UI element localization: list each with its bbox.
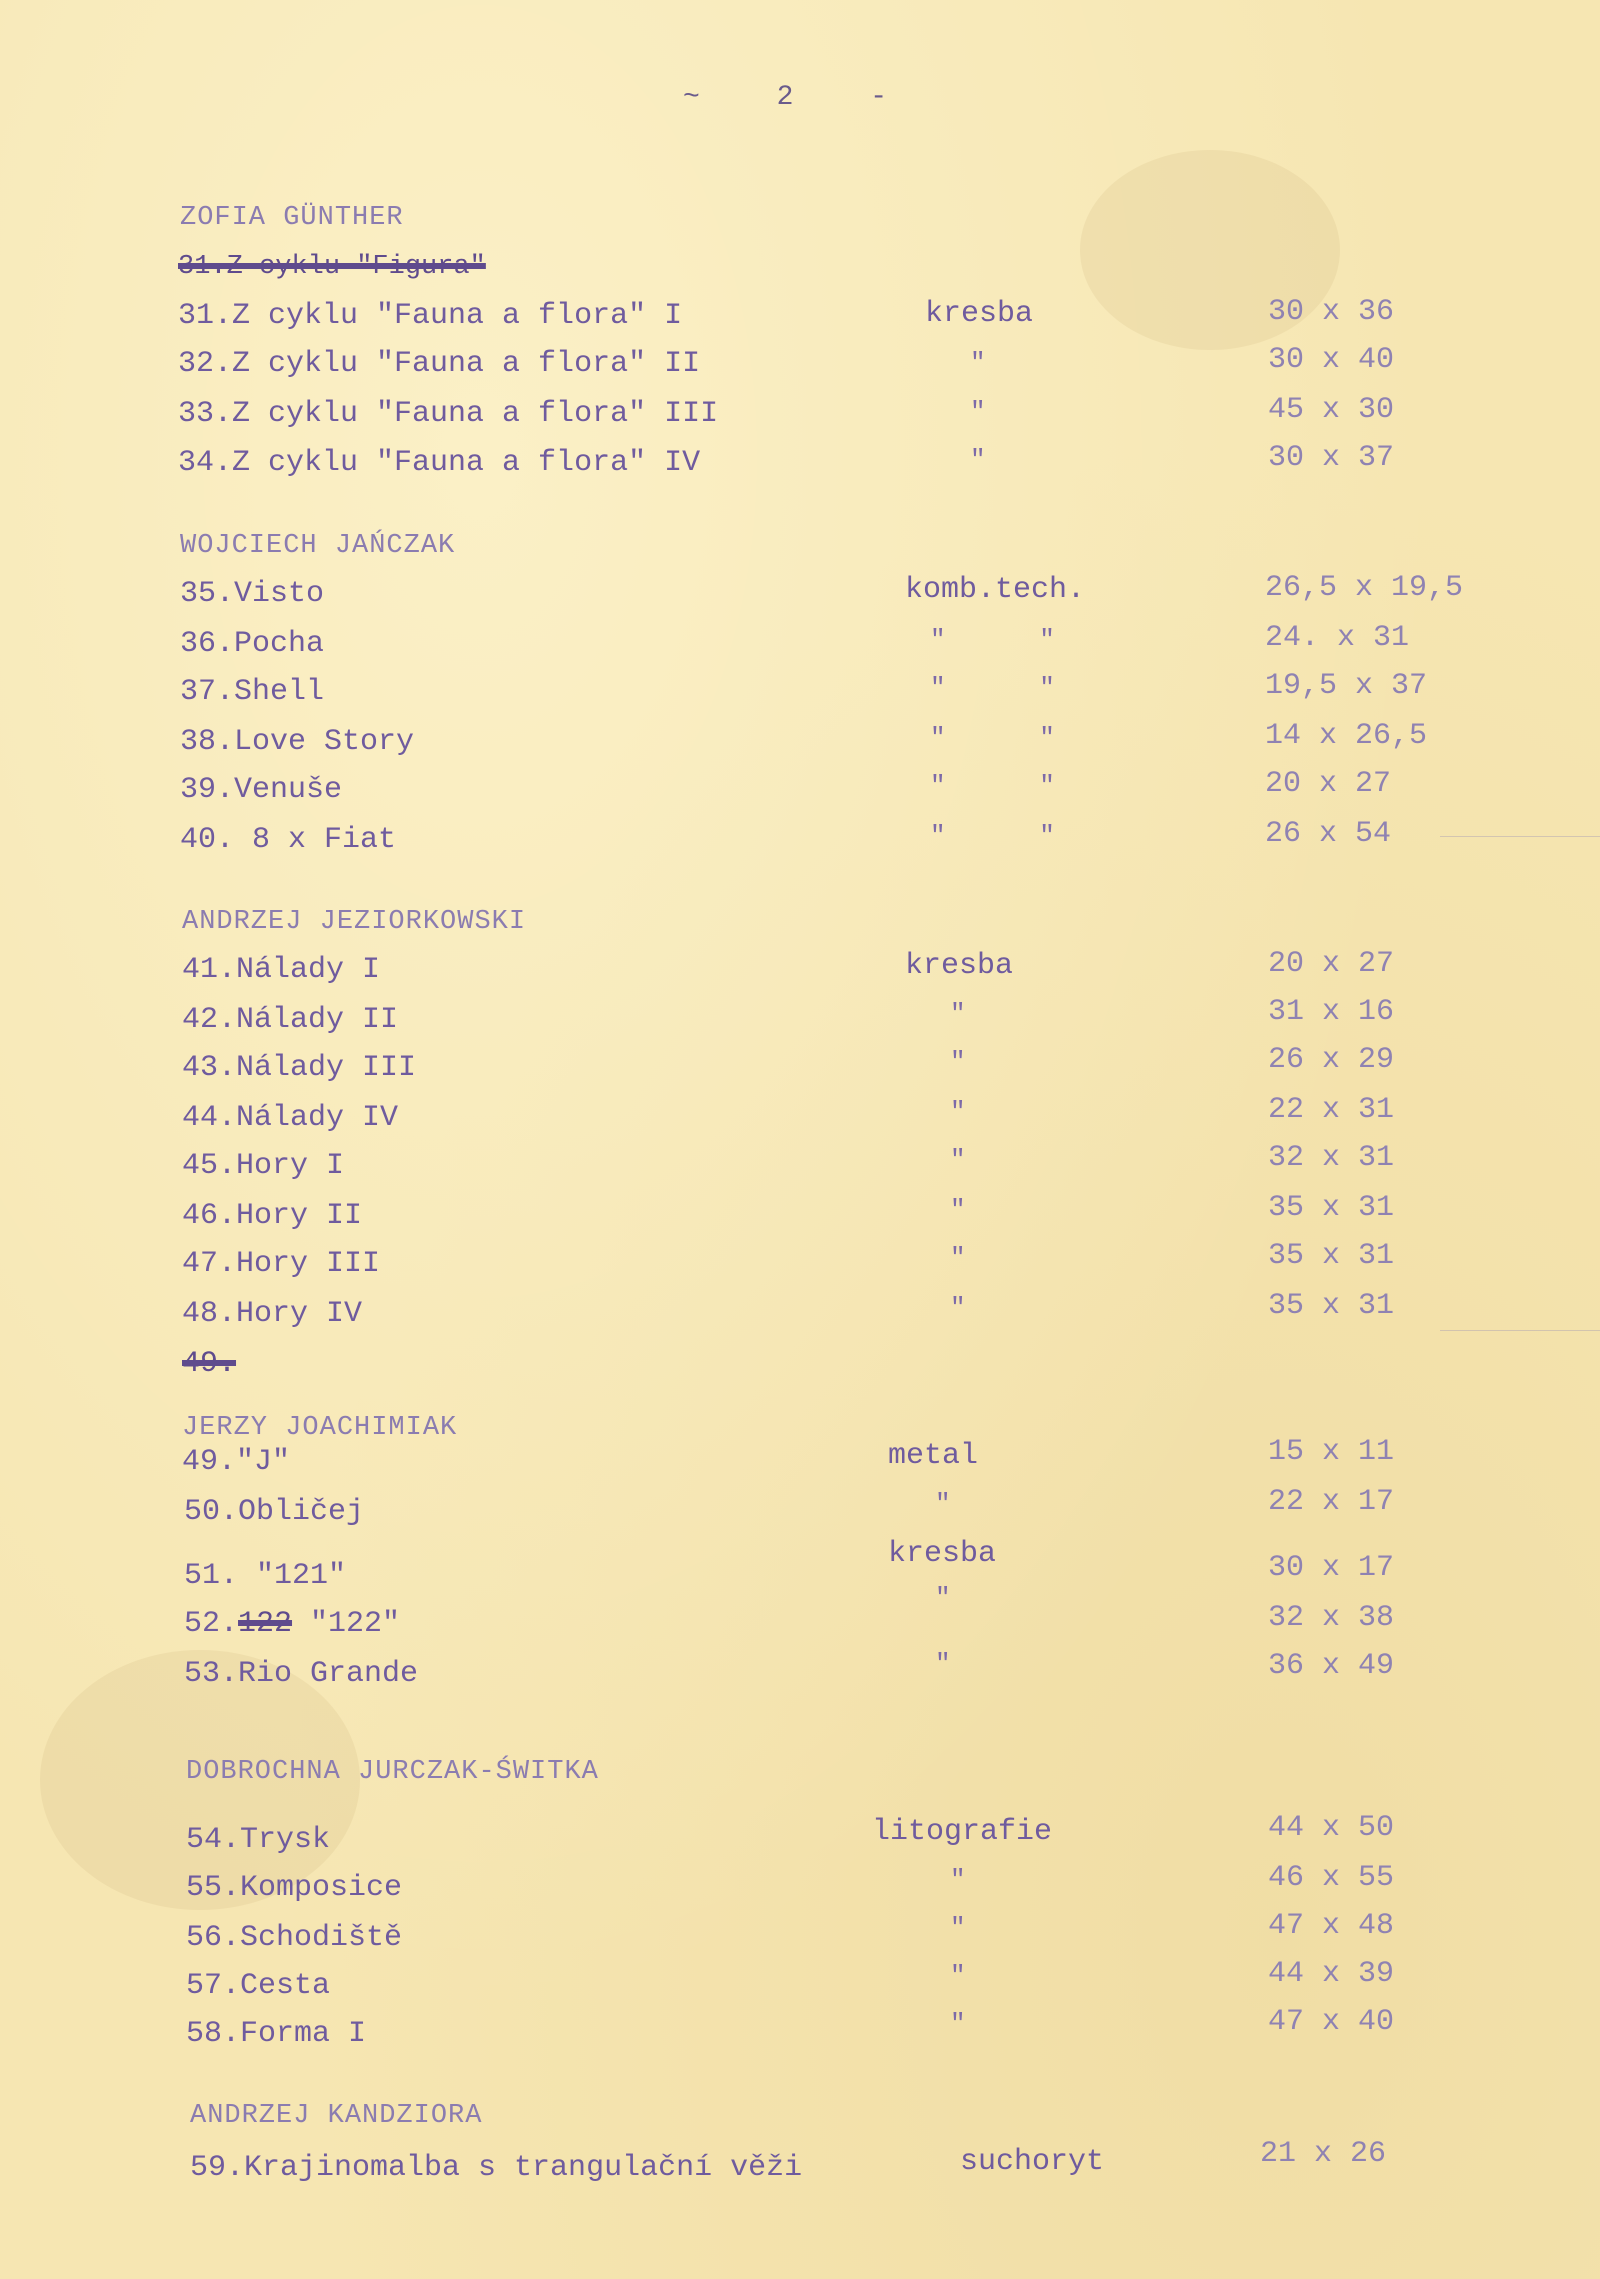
work-size: 24. x 31 [1265,621,1410,655]
ditto-mark: " [950,1293,966,1323]
work-medium: kresba [888,1537,997,1571]
ditto-mark: " [950,1195,966,1225]
work-title: 33.Z cyklu "Fauna a flora" III [178,397,719,431]
work-title: 34.Z cyklu "Fauna a flora" IV [178,446,701,480]
work-size: 26 x 54 [1265,817,1392,851]
struck-entry: 49. [182,1347,237,1381]
work-title: 47.Hory III [182,1247,381,1281]
work-title: 45.Hory I [182,1149,345,1183]
work-size: 30 x 40 [1268,343,1395,377]
work-size: 22 x 31 [1268,1093,1395,1127]
work-size: 15 x 11 [1268,1435,1395,1469]
work-medium: suchoryt [960,2145,1105,2179]
struck-entry: 31.Z cyklu "Figura" [178,252,486,282]
work-size: 32 x 38 [1268,1601,1395,1635]
work-title: 57.Cesta [186,1969,331,2003]
margin-rule [1440,836,1600,837]
ditto-mark: " [935,1489,951,1519]
work-title: 55.Komposice [186,1871,403,1905]
ditto-mark: " [950,999,966,1029]
ditto-mark: " [950,1913,966,1943]
ditto-mark: " [950,2009,966,2039]
work-size: 47 x 40 [1268,2005,1395,2039]
work-title: 44.Nálady IV [182,1101,399,1135]
work-title: 48.Hory IV [182,1297,363,1331]
work-title-row [184,1604,400,1644]
ditto-mark: " [950,1145,966,1175]
margin-rule [1440,1330,1600,1331]
page-number: ~ 2 - [682,82,917,113]
work-size: 35 x 31 [1268,1191,1395,1225]
work-medium: metal [888,1439,979,1473]
ditto-mark: " [950,1097,966,1127]
ditto-mark: " [935,1583,951,1613]
ditto-mark: " [950,1047,966,1077]
work-title: 32.Z cyklu "Fauna a flora" II [178,347,701,381]
ditto-mark: " " [930,821,1055,851]
artist-heading: ZOFIA GÜNTHER [180,203,404,233]
work-title: 53.Rio Grande [184,1657,419,1691]
work-number: 52. [184,1607,239,1641]
ditto-mark: " [970,397,986,427]
ditto-mark: " [970,445,986,475]
struck-word: 122 [238,1607,293,1641]
work-title: 40. 8 x Fiat [180,823,397,857]
work-title: 42.Nálady II [182,1003,399,1037]
work-size: 20 x 27 [1268,947,1395,981]
work-title: 35.Visto [180,577,325,611]
work-title: 54.Trysk [186,1823,331,1857]
artist-heading: WOJCIECH JAŃCZAK [180,531,456,561]
ditto-mark: " [950,1865,966,1895]
work-size: 30 x 37 [1268,441,1395,475]
work-title: 59.Krajinomalba s trangulační věži [190,2151,803,2185]
work-title: 46.Hory II [182,1199,363,1233]
ditto-mark: " [950,1243,966,1273]
work-title: "122" [292,1607,401,1641]
work-title: 58.Forma I [186,2017,367,2051]
work-medium: kresba [925,297,1034,331]
work-size: 30 x 36 [1268,295,1395,329]
work-title: 31.Z cyklu "Fauna a flora" I [178,299,683,333]
work-title: 41.Nálady I [182,953,381,987]
work-size: 19,5 x 37 [1265,669,1428,703]
artist-heading: DOBROCHNA JURCZAK-ŚWITKA [186,1757,599,1787]
work-size: 20 x 27 [1265,767,1392,801]
work-size: 22 x 17 [1268,1485,1395,1519]
ditto-mark: " [935,1649,951,1679]
ditto-mark: " " [930,723,1055,753]
work-size: 30 x 17 [1268,1551,1395,1585]
work-title: 36.Pocha [180,627,325,661]
work-medium: litografie [872,1815,1053,1849]
work-title: 39.Venuše [180,773,343,807]
work-title: 43.Nálady III [182,1051,417,1085]
work-size: 31 x 16 [1268,995,1395,1029]
work-size: 32 x 31 [1268,1141,1395,1175]
work-medium: komb.tech. [905,573,1086,607]
work-title: 50.Obličej [184,1495,365,1529]
work-size: 26 x 29 [1268,1043,1395,1077]
work-size: 47 x 48 [1268,1909,1395,1943]
work-size: 36 x 49 [1268,1649,1395,1683]
work-title: 37.Shell [180,675,325,709]
work-size: 21 x 26 [1260,2137,1387,2171]
artist-heading: ANDRZEJ KANDZIORA [190,2101,483,2131]
work-size: 44 x 39 [1268,1957,1395,1991]
ditto-mark: " [950,1961,966,1991]
work-size: 35 x 31 [1268,1239,1395,1273]
ditto-mark: " " [930,625,1055,655]
work-size: 14 x 26,5 [1265,719,1428,753]
work-title: 51. "121" [184,1559,347,1593]
work-title: 56.Schodiště [186,1921,403,1955]
ditto-mark: " " [930,771,1055,801]
work-size: 26,5 x 19,5 [1265,571,1464,605]
artist-heading: ANDRZEJ JEZIORKOWSKI [182,907,527,937]
artist-heading: JERZY JOACHIMIAK [182,1413,458,1443]
work-size: 44 x 50 [1268,1811,1395,1845]
work-size: 45 x 30 [1268,393,1395,427]
work-medium: kresba [905,949,1014,983]
ditto-mark: " [970,348,986,378]
work-size: 46 x 55 [1268,1861,1395,1895]
work-title: 38.Love Story [180,725,415,759]
work-title: 49."J" [182,1445,291,1479]
ditto-mark: " " [930,673,1055,703]
work-size: 35 x 31 [1268,1289,1395,1323]
